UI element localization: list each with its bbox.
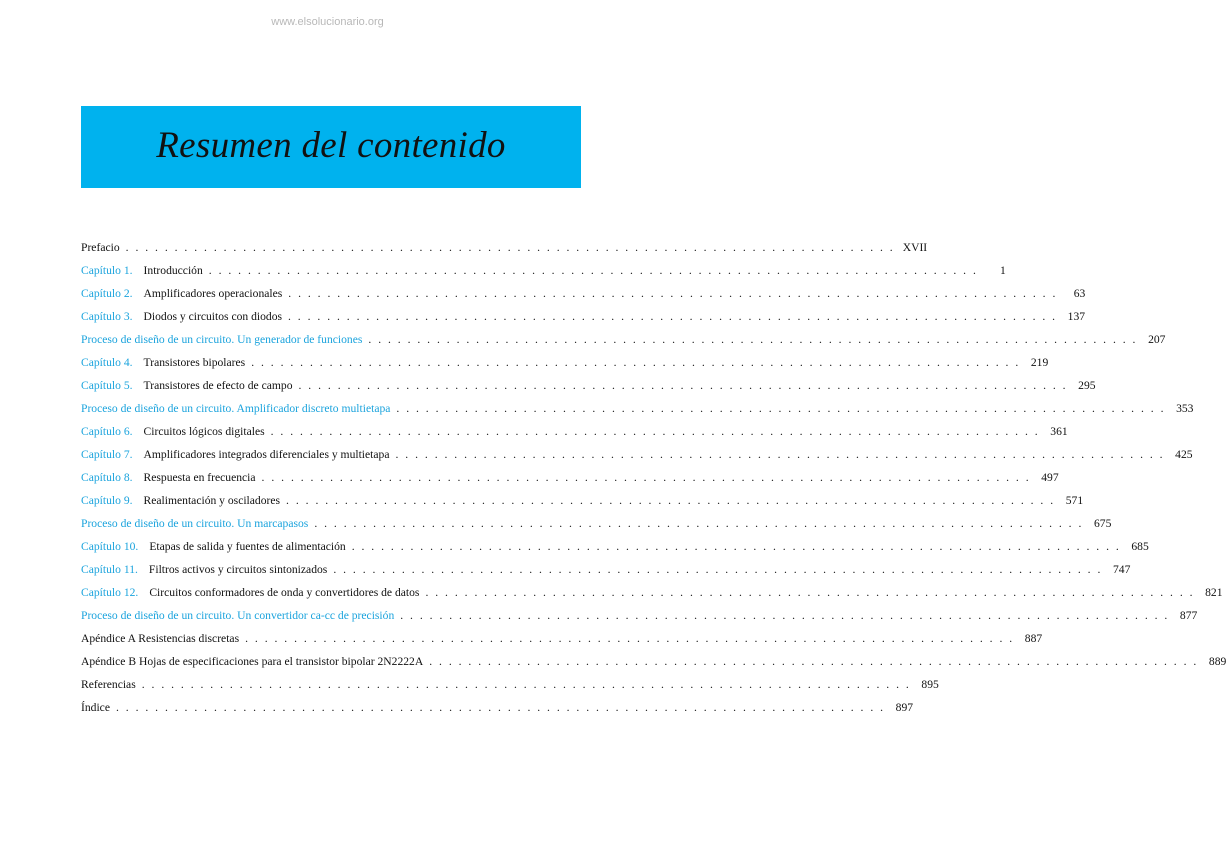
toc-page-number: 353 — [1176, 402, 1194, 415]
toc-entry-title: Etapas de salida y fuentes de alimentación — [149, 540, 346, 553]
watermark: www.elsolucionario.org — [271, 16, 384, 28]
toc-entry[interactable] — [81, 609, 1198, 632]
toc-entry-title: Transistores de efecto de campo — [143, 379, 293, 392]
toc-entry-title: Amplificadores integrados diferenciales y multietapa — [143, 448, 390, 461]
toc-page-number: 889 — [1208, 655, 1226, 668]
toc-chapter-number: Capítulo 5. — [81, 379, 133, 392]
toc-entry[interactable] — [81, 563, 1131, 586]
toc-entry[interactable] — [81, 425, 1068, 448]
toc-entry[interactable] — [81, 540, 1149, 563]
toc-page-number: 821 — [1205, 586, 1223, 599]
toc-entry-title: Apéndice A Resistencias discretas — [81, 632, 240, 645]
toc-page-number: 747 — [1112, 563, 1131, 576]
toc-entry[interactable] — [81, 356, 1049, 379]
toc-entry[interactable] — [81, 586, 1223, 609]
toc-leader-dots: . . . . . . . . . . . . . . . . . . . . . . . . . . . . . . . . . . . . . . . . . . . . . . . . . . . . . . . . . . . . . . . . . . . . . . . . . . . . . . . — [425, 586, 1195, 599]
title-banner — [81, 106, 581, 188]
toc-entry-title: Amplificadores operacionales — [143, 287, 283, 300]
toc-entry-title: Proceso de diseño de un circuito. Un convertidor ca-cc de precisión — [81, 609, 395, 622]
toc-entry[interactable] — [81, 379, 1096, 402]
toc-chapter-number: Capítulo 11. — [81, 563, 138, 576]
toc-entry-title: Referencias — [81, 678, 136, 691]
toc-entry-title: Apéndice B Hojas de especificaciones para el transistor bipolar 2N2222A — [81, 655, 424, 668]
toc-chapter-number: Capítulo 3. — [81, 310, 133, 323]
toc-page-number: 137 — [1067, 310, 1086, 323]
toc-chapter-number: Capítulo 9. — [81, 494, 133, 507]
toc-entry[interactable] — [81, 678, 939, 701]
toc-page-number: 361 — [1050, 425, 1068, 438]
toc-leader-dots: . . . . . . . . . . . . . . . . . . . . . . . . . . . . . . . . . . . . . . . . . . . . . . . . . . . . . . . . . . . . . . . . . . . . . . . . . . . . . . . — [115, 701, 886, 714]
toc-page-number: XVII — [902, 241, 928, 254]
toc-page-number: 63 — [1073, 287, 1086, 300]
toc-leader-dots: . . . . . . . . . . . . . . . . . . . . . . . . . . . . . . . . . . . . . . . . . . . . . . . . . . . . . . . . . . . . . . . . . . . . . . . . . . . . . . . — [396, 402, 1166, 415]
toc-chapter-number: Capítulo 1. — [81, 264, 133, 277]
toc-leader-dots: . . . . . . . . . . . . . . . . . . . . . . . . . . . . . . . . . . . . . . . . . . . . . . . . . . . . . . . . . . . . . . . . . . . . . . . . . . . . . . . — [208, 264, 978, 277]
toc-page-number: 1 — [1000, 264, 1006, 277]
toc-entry-title: Transistores bipolares — [143, 356, 246, 369]
toc-leader-dots: . . . . . . . . . . . . . . . . . . . . . . . . . . . . . . . . . . . . . . . . . . . . . . . . . . . . . . . . . . . . . . . . . . . . . . . . . . . . . . . — [141, 678, 911, 691]
toc-entry[interactable] — [81, 448, 1193, 471]
toc-entry[interactable] — [81, 241, 928, 264]
toc-entry-title: Prefacio — [81, 241, 120, 254]
toc-page-number: 425 — [1175, 448, 1193, 461]
toc-leader-dots: . . . . . . . . . . . . . . . . . . . . . . . . . . . . . . . . . . . . . . . . . . . . . . . . . . . . . . . . . . . . . . . . . . . . . . . . . . . . . . . — [333, 563, 1103, 576]
page-title: Resumen del contenido — [156, 124, 506, 166]
toc-entry[interactable] — [81, 632, 1043, 655]
toc-leader-dots: . . . . . . . . . . . . . . . . . . . . . . . . . . . . . . . . . . . . . . . . . . . . . . . . . . . . . . . . . . . . . . . . . . . . . . . . . . . . . . . — [368, 333, 1138, 346]
toc-entry-title: Diodos y circuitos con diodos — [143, 310, 282, 323]
toc-entry[interactable] — [81, 471, 1059, 494]
toc-entry-title: Filtros activos y circuitos sintonizados — [148, 563, 328, 576]
toc-chapter-number: Capítulo 7. — [81, 448, 133, 461]
toc-page-number: 295 — [1078, 379, 1096, 392]
toc-entry[interactable] — [81, 333, 1166, 356]
toc-page-number: 887 — [1024, 632, 1043, 645]
toc-chapter-number: Capítulo 2. — [81, 287, 133, 300]
toc-entry[interactable] — [81, 402, 1194, 425]
toc-entry-title: Proceso de diseño de un circuito. Un generador de funciones — [81, 333, 363, 346]
toc-entry-title: Circuitos conformadores de onda y convertidores de datos — [149, 586, 420, 599]
toc-entry-title: Introducción — [143, 264, 203, 277]
toc-leader-dots: . . . . . . . . . . . . . . . . . . . . . . . . . . . . . . . . . . . . . . . . . . . . . . . . . . . . . . . . . . . . . . . . . . . . . . . . . . . . . . . — [245, 632, 1015, 645]
toc-leader-dots: . . . . . . . . . . . . . . . . . . . . . . . . . . . . . . . . . . . . . . . . . . . . . . . . . . . . . . . . . . . . . . . . . . . . . . . . . . . . . . . — [286, 494, 1056, 507]
toc-entry[interactable] — [81, 701, 914, 724]
toc-entry[interactable] — [81, 517, 1112, 540]
toc-entry-title: Realimentación y osciladores — [143, 494, 281, 507]
toc-page-number: 897 — [895, 701, 914, 714]
toc-page-number: 877 — [1179, 609, 1198, 622]
toc-entry-title: Índice — [81, 701, 110, 714]
toc-leader-dots: . . . . . . . . . . . . . . . . . . . . . . . . . . . . . . . . . . . . . . . . . . . . . . . . . . . . . . . . . . . . . . . . . . . . . . . . . . . . . . . — [261, 471, 1031, 484]
toc-page-number: 571 — [1065, 494, 1084, 507]
toc-entry-title: Proceso de diseño de un circuito. Amplificador discreto multietapa — [81, 402, 391, 415]
toc-page-number: 219 — [1030, 356, 1049, 369]
toc-leader-dots: . . . . . . . . . . . . . . . . . . . . . . . . . . . . . . . . . . . . . . . . . . . . . . . . . . . . . . . . . . . . . . . . . . . . . . . . . . . . . . . — [125, 241, 895, 254]
toc-chapter-number: Capítulo 12. — [81, 586, 139, 599]
toc-entry[interactable] — [81, 655, 1226, 678]
toc-entry[interactable] — [81, 310, 1086, 333]
toc-leader-dots: . . . . . . . . . . . . . . . . . . . . . . . . . . . . . . . . . . . . . . . . . . . . . . . . . . . . . . . . . . . . . . . . . . . . . . . . . . . . . . . — [270, 425, 1040, 438]
toc-page-number: 895 — [921, 678, 939, 691]
toc-leader-dots: . . . . . . . . . . . . . . . . . . . . . . . . . . . . . . . . . . . . . . . . . . . . . . . . . . . . . . . . . . . . . . . . . . . . . . . . . . . . . . . — [351, 540, 1121, 553]
toc-page-number: 685 — [1131, 540, 1149, 553]
toc-leader-dots: . . . . . . . . . . . . . . . . . . . . . . . . . . . . . . . . . . . . . . . . . . . . . . . . . . . . . . . . . . . . . . . . . . . . . . . . . . . . . . . — [395, 448, 1165, 461]
toc-chapter-number: Capítulo 10. — [81, 540, 139, 553]
toc-entry-title: Proceso de diseño de un circuito. Un marcapasos — [81, 517, 309, 530]
toc-chapter-number: Capítulo 8. — [81, 471, 133, 484]
toc-leader-dots: . . . . . . . . . . . . . . . . . . . . . . . . . . . . . . . . . . . . . . . . . . . . . . . . . . . . . . . . . . . . . . . . . . . . . . . . . . . . . . . — [251, 356, 1021, 369]
toc-leader-dots: . . . . . . . . . . . . . . . . . . . . . . . . . . . . . . . . . . . . . . . . . . . . . . . . . . . . . . . . . . . . . . . . . . . . . . . . . . . . . . . — [314, 517, 1084, 530]
toc-chapter-number: Capítulo 4. — [81, 356, 133, 369]
toc-entry-title: Circuitos lógicos digitales — [143, 425, 265, 438]
toc-leader-dots: . . . . . . . . . . . . . . . . . . . . . . . . . . . . . . . . . . . . . . . . . . . . . . . . . . . . . . . . . . . . . . . . . . . . . . . . . . . . . . . — [400, 609, 1170, 622]
table-of-contents — [81, 241, 1226, 724]
toc-page-number: 207 — [1148, 333, 1166, 346]
toc-page-number: 497 — [1041, 471, 1059, 484]
toc-chapter-number: Capítulo 6. — [81, 425, 133, 438]
toc-leader-dots: . . . . . . . . . . . . . . . . . . . . . . . . . . . . . . . . . . . . . . . . . . . . . . . . . . . . . . . . . . . . . . . . . . . . . . . . . . . . . . . — [288, 310, 1058, 323]
toc-leader-dots: . . . . . . . . . . . . . . . . . . . . . . . . . . . . . . . . . . . . . . . . . . . . . . . . . . . . . . . . . . . . . . . . . . . . . . . . . . . . . . . — [429, 655, 1199, 668]
toc-entry[interactable] — [81, 494, 1084, 517]
toc-page-number: 675 — [1093, 517, 1112, 530]
toc-leader-dots: . . . . . . . . . . . . . . . . . . . . . . . . . . . . . . . . . . . . . . . . . . . . . . . . . . . . . . . . . . . . . . . . . . . . . . . . . . . . . . . — [288, 287, 1058, 300]
toc-entry-title: Respuesta en frecuencia — [143, 471, 256, 484]
toc-entry[interactable] — [81, 287, 1086, 310]
toc-entry[interactable] — [81, 264, 1006, 287]
toc-leader-dots: . . . . . . . . . . . . . . . . . . . . . . . . . . . . . . . . . . . . . . . . . . . . . . . . . . . . . . . . . . . . . . . . . . . . . . . . . . . . . . . — [298, 379, 1068, 392]
